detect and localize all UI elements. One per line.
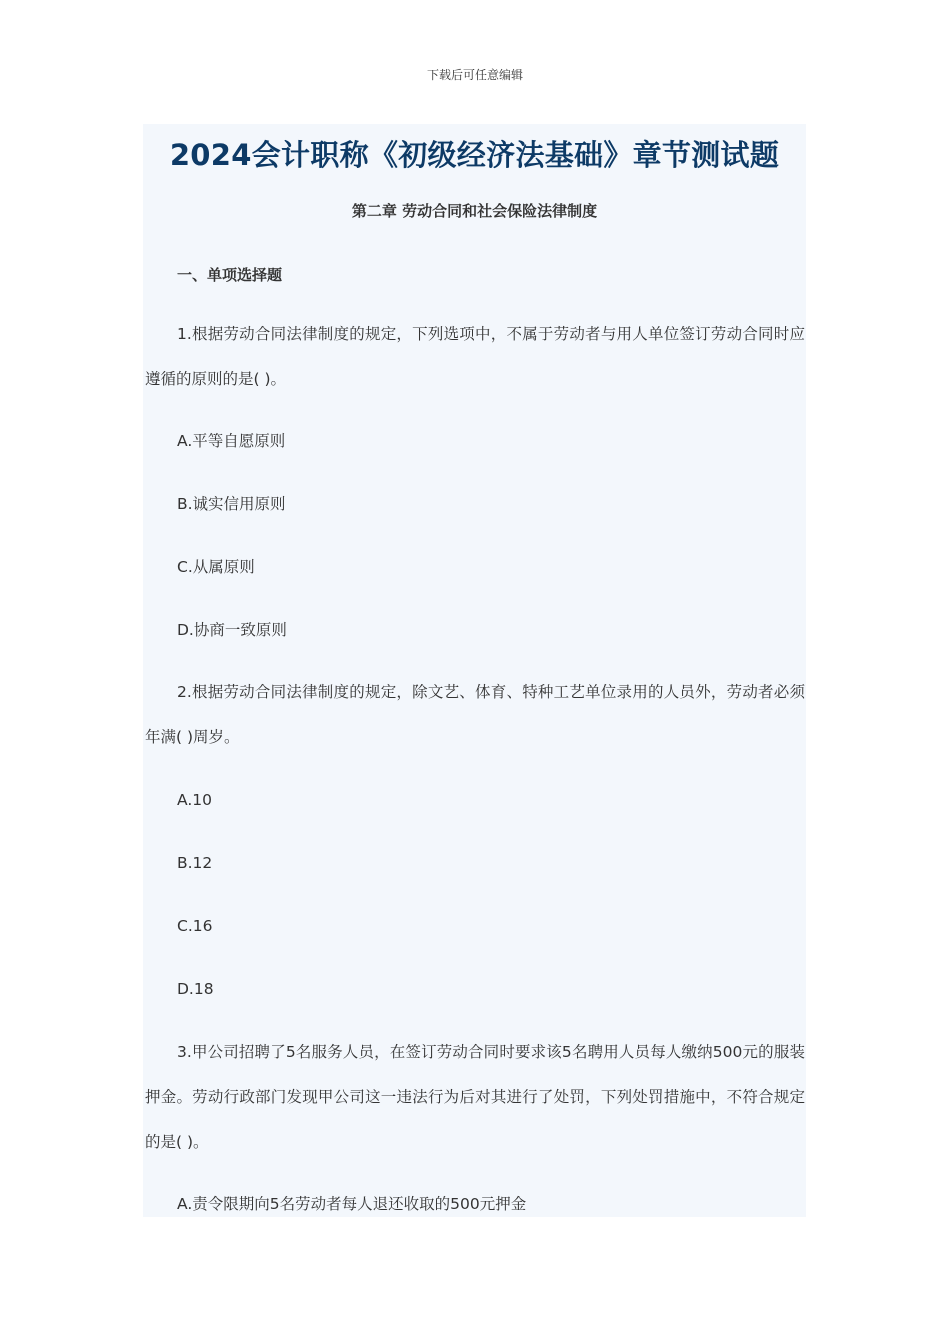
question-2-text: 2.根据劳动合同法律制度的规定，除文艺、体育、特种工艺单位录用的人员外，劳动者必须年满( )周岁。 [145, 683, 805, 746]
question-1-option-b: B.诚实信用原则 [177, 495, 286, 513]
question-2-option-c: C.16 [177, 917, 213, 935]
question-1-option-c: C.从属原则 [177, 558, 255, 576]
header-note: 下载后可任意编辑 [426, 68, 523, 82]
question-2-option-d: D.18 [177, 980, 214, 998]
question-1-option-a: A.平等自愿原则 [177, 432, 286, 450]
chapter-title: 第二章 劳动合同和社会保险法律制度 [351, 202, 598, 220]
question-2-option-a: A.10 [177, 791, 212, 809]
question-2-option-b: B.12 [177, 854, 213, 872]
question-3-text: 3.甲公司招聘了5名服务人员，在签订劳动合同时要求该5名聘用人员每人缴纳500元的服装押金。劳动行政部门发现甲公司这一违法行为后对其进行了处罚，下列处罚措施中，不符合规定的是( )。 [145, 1043, 805, 1151]
question-3-option-a: A.责令限期向5名劳动者每人退还收取的500元押金 [177, 1195, 527, 1213]
section-heading: 一、单项选择题 [177, 266, 283, 284]
page-title: 2024会计职称《初级经济法基础》章节测试题 [169, 138, 780, 172]
question-1-option-d: D.协商一致原则 [177, 621, 287, 639]
question-1-text: 1.根据劳动合同法律制度的规定，下列选项中，不属于劳动者与用人单位签订劳动合同时应遵循的原则的是( )。 [145, 325, 805, 388]
